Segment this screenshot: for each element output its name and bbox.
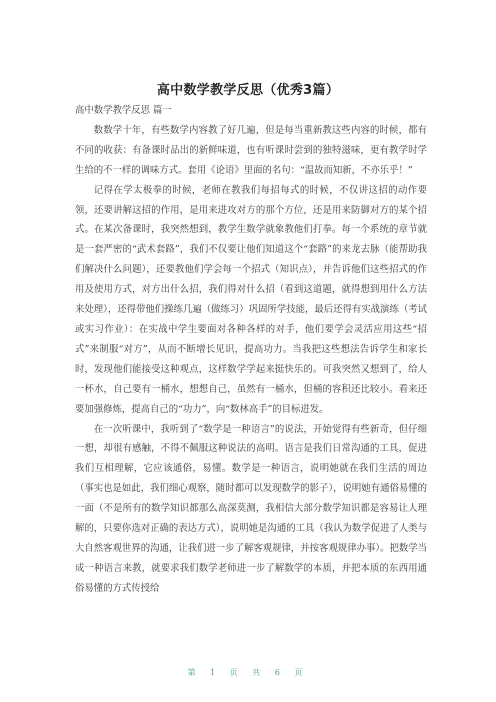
document-body — [75, 101, 427, 599]
paragraph-3: 在一次听课中，我听到了“数学是一种语言”的说法，开始觉得有些新奇，但仔细一想，却很有感触，不得不佩服这种说法的高明。语言是我们日常沟通的工具，促进我们互相理解，它应该通俗，易懂。数学是一种语言，说明她就在我们生活的周边（事实也是如此，我们细心观察，随时都可以发现数学的影子），说明她有通俗易懂的一面（不是所有的数学知识都那么高深莫测，我相信大部分数学知识都是容易让人理解的，只要你选对正确的表达方式），说明她是沟通的工具（我认为数学促进了人类与大自然客观世界的沟通，让我们进一步了解客观规律，并按客观规律办事）。把数学当成一种语言来教，就要求我们数学老师进一步了解数学的本质，并把本质的东西用通俗易懂的方式传授给 — [75, 423, 427, 594]
page-footer: 第 1 页 共 6 页 — [187, 668, 309, 677]
paragraph-2: 记得在学太极拳的时候，老师在教我们每招每式的时候，不仅讲这招的动作要领，还要讲解这招的作用，是用来进攻对方的那个方位，还是用来防御对方的某个招式。在某次备课时，我突然想到，教学生数学就象教他们打拳。每一个系统的章节就是一套严密的“武术套路”，我们不仅要让他们知道这个“套路”的来龙去脉（能帮助我们解决什么问题），还要教他们学会每一个招式（知识点），并告诉他们这些招式的作用及使用方式，对方出什么招，我们得对什么招（看到这道题，就得想到用什么方法来处理），还得带他们操练几遍（做练习）巩固所学技能，最后还得有实战演练（考试或实习作业）：在实战中学生要面对各种各样的对手，他们要学会灵活应用这些“招式”来制服“对方”，从而不断增长见识，提高功力。当我把这些想法告诉学生和家长时，发现他们能接受这种观点，这样数学学起来挺快乐的。可我突然又想到了，给人一杯水，自己要有一桶水，想想自己，虽然有一桶水，但桶的容积还比较小。看来还要加强修炼，提高自己的“功力”，向“数林高手”的目标进发。 — [75, 184, 427, 415]
paragraph-1: 数数学十年，有些数学内容教了好几遍，但是每当重新教这些内容的时候，都有不同的收获：有备课时品出的新鲜味道，也有听课时尝到的独特滋味，更有教学时学生给的不一样的调味方式。套用《论语》里面的名句：“温故而知新，不亦乐乎！” — [75, 124, 427, 176]
section-heading: 高中数学教学反思 篇一 — [75, 105, 172, 116]
document-title: 高中数学教学反思（优秀3篇） — [156, 83, 340, 98]
